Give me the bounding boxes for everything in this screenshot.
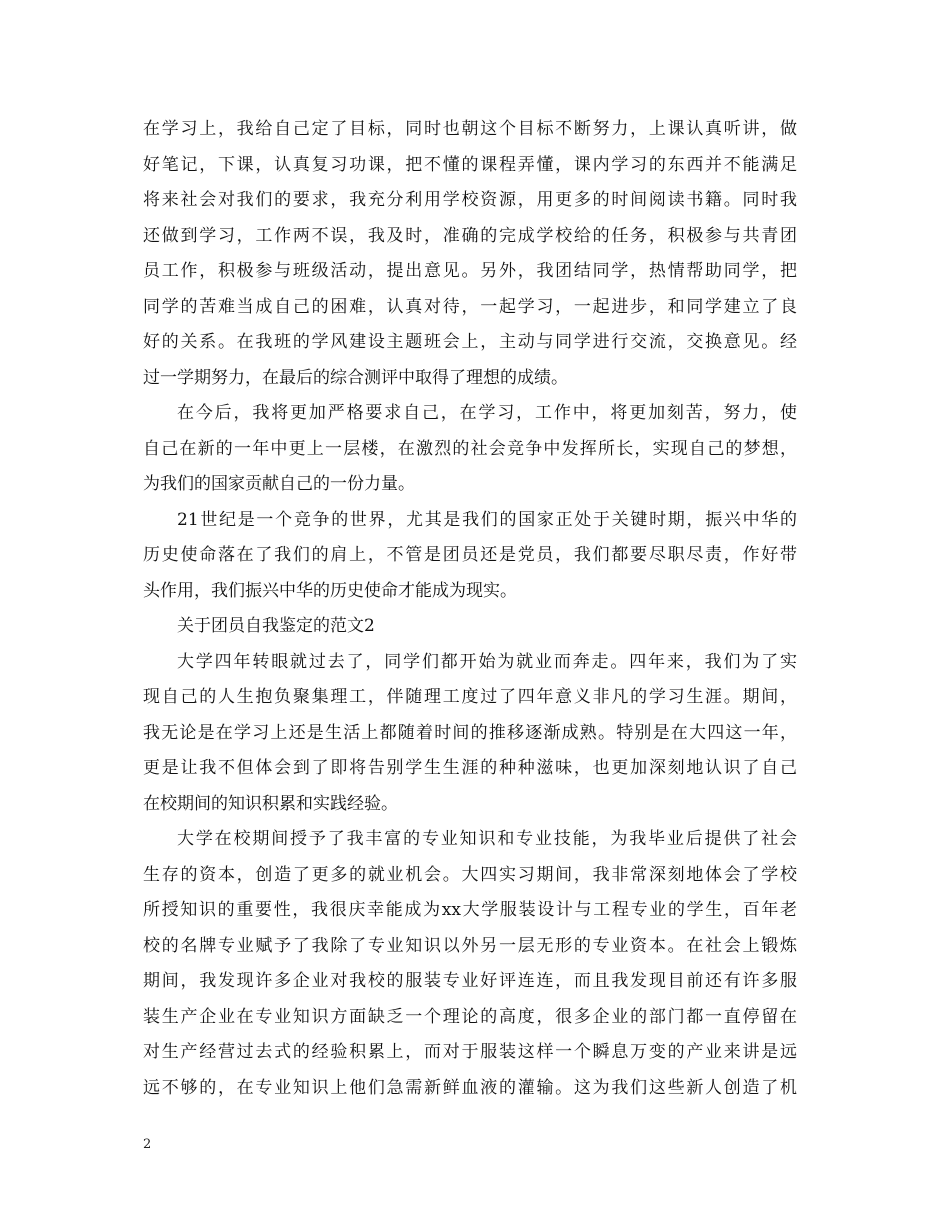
text-line: 过一学期努力，在最后的综合测评中取得了理想的成绩。 — [143, 367, 568, 388]
text-line: 期间，我发现许多企业对我校的服装专业好评连连，而且我发现目前还有许多服 — [143, 971, 797, 991]
text-line: 在校期间的知识积累和实践经验。 — [143, 793, 398, 814]
text-line: 还做到学习，工作两不误，我及时，准确的完成学校给的任务，积极参与共青团 — [143, 225, 797, 246]
text-line: 我无论是在学习上还是生活上都随着时间的推移逐渐成熟。特别是在大四这一年， — [143, 722, 797, 743]
text-line: 大学在校期间授予了我丰富的专业知识和专业技能，为我毕业后提供了社会 — [177, 829, 797, 849]
text-line: 装生产企业在专业知识方面缺乏一个理论的高度，很多企业的部门都一直停留在 — [143, 1006, 797, 1027]
text-line: 生存的资本，创造了更多的就业机会。大四实习期间，我非常深刻地体会了学校 — [143, 864, 797, 885]
text-line: 21世纪是一个竞争的世界，尤其是我们的国家正处于关键时期，振兴中华的 — [177, 509, 797, 530]
text-line: 对生产经营过去式的经验积累上，而对于服装这样一个瞬息万变的产业来讲是远 — [143, 1042, 797, 1062]
page-number: 2 — [143, 1137, 152, 1152]
text-line: 将来社会对我们的要求，我充分利用学校资源，用更多的时间阅读书籍。同时我 — [143, 190, 797, 210]
text-line: 所授知识的重要性，我很庆幸能成为xx大学服装设计与工程专业的学生，百年老 — [143, 900, 797, 920]
text-line: 大学四年转眼就过去了，同学们都开始为就业而奔走。四年来，我们为了实 — [177, 651, 797, 672]
text-line: 关于团员自我鉴定的范文2 — [177, 616, 375, 636]
text-line: 在学习上，我给自己定了目标，同时也朝这个目标不断努力，上课认真听讲，做 — [143, 119, 797, 139]
text-line: 校的名牌专业赋予了我除了专业知识以外另一层无形的专业资本。在社会上锻炼 — [143, 935, 797, 956]
text-line: 历史使命落在了我们的肩上，不管是团员还是党员，我们都要尽职尽责，作好带 — [143, 545, 797, 565]
text-line: 更是让我不但体会到了即将告别学生生涯的种种滋味，也更加深刻地认识了自己 — [143, 758, 797, 778]
document-body — [143, 112, 797, 1106]
text-line: 远不够的，在专业知识上他们急需新鲜血液的灌输。这为我们这些新人创造了机 — [143, 1077, 797, 1098]
text-line: 为我们的国家贡献自己的一份力量。 — [143, 474, 415, 494]
text-line: 好笔记，下课，认真复习功课，把不懂的课程弄懂，课内学习的东西并不能满足 — [143, 154, 797, 175]
text-line: 现自己的人生抱负聚集理工，伴随理工度过了四年意义非凡的学习生涯。期间， — [143, 687, 797, 707]
text-line: 同学的苦难当成自己的困难，认真对待，一起学习，一起进步，和同学建立了良 — [143, 296, 797, 317]
text-line: 头作用，我们振兴中华的历史使命才能成为现实。 — [143, 580, 517, 601]
text-line: 员工作，积极参与班级活动，提出意见。另外，我团结同学，热情帮助同学，把 — [143, 261, 797, 281]
text-line: 好的关系。在我班的学风建设主题班会上，主动与同学进行交流，交换意见。经 — [143, 332, 797, 352]
text-line: 在今后，我将更加严格要求自己，在学习，工作中，将更加刻苦，努力，使 — [177, 403, 797, 423]
text-line: 自己在新的一年中更上一层楼，在激烈的社会竞争中发挥所长，实现自己的梦想， — [143, 438, 797, 459]
